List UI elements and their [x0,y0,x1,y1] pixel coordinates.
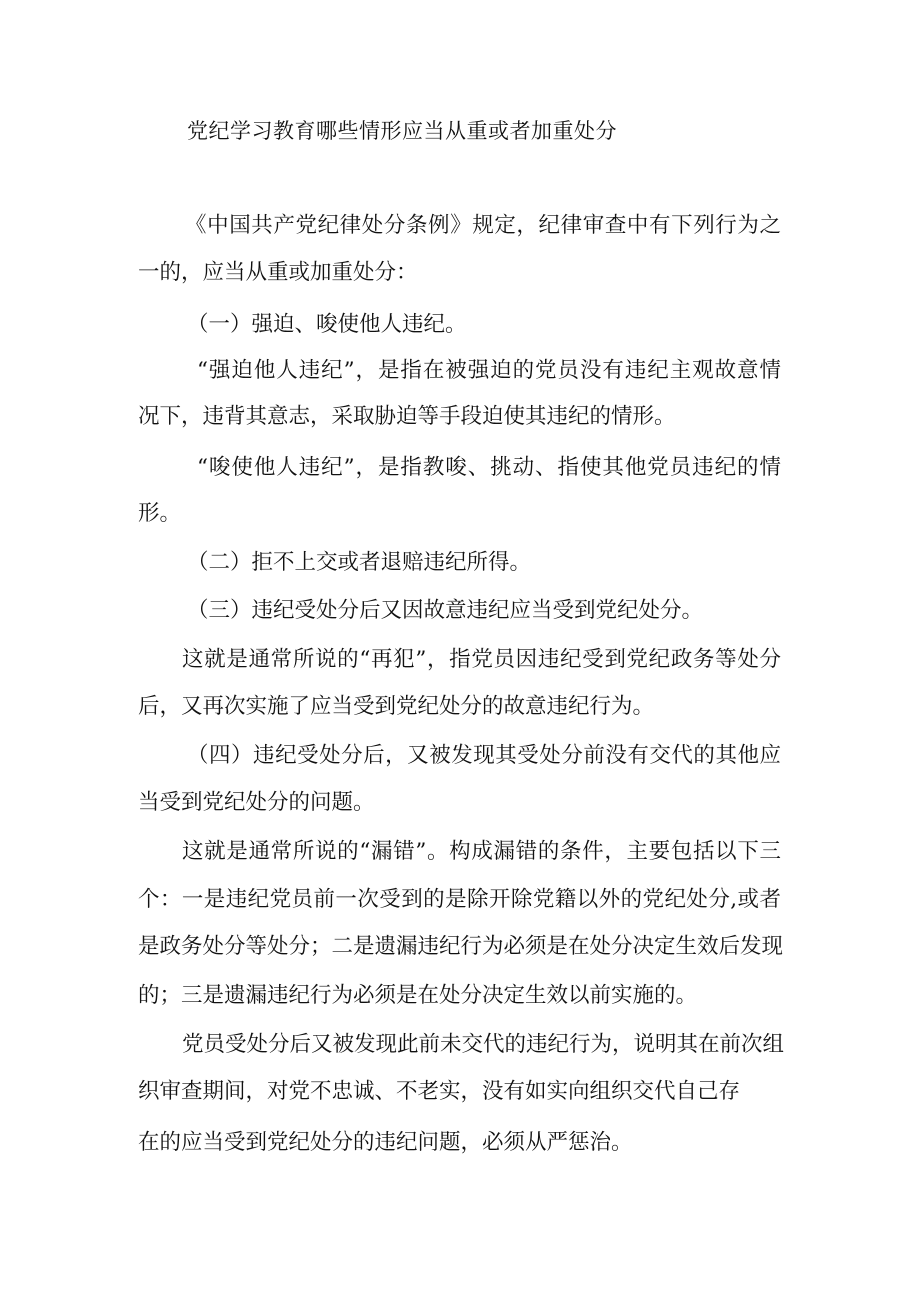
paragraph-line: 一的，应当从重或加重处分： [138,260,418,285]
paragraph-line: 况下，违背其意志，采取胁迫等手段迫使其违纪的情形。 [138,404,676,429]
paragraph-line: 的；三是遗漏违纪行为必须是在处分决定生效以前实施的。 [138,983,698,1008]
paragraph-line: 在的应当受到党纪处分的违纪问题，必须从严惩治。 [138,1130,633,1155]
paragraph-line: 织审查期间，对党不忠诚、不老实，没有如实向组织交代自己存 [138,1079,741,1104]
paragraph-line: 党员受处分后又被发现此前未交代的违纪行为，说明其在前次组 [182,1032,785,1057]
document-title: 党纪学习教育哪些情形应当从重或者加重处分 [187,119,617,143]
paragraph-line: 这就是通常所说的“漏错”。构成漏错的条件，主要包括以下三 [182,839,781,864]
paragraph-line: 当受到党纪处分的问题。 [138,790,375,815]
paragraph-line: “强迫他人违纪”，是指在被强迫的党员没有违纪主观故意情 [197,358,781,383]
list-item-heading: （一）强迫、唆使他人违纪。 [187,312,467,337]
paragraph-line: “唆使他人违纪”，是指教唆、挑动、指使其他党员违纪的情 [197,455,781,480]
paragraph-line: 个：一是违纪党员前一次受到的是除开除党籍以外的党纪处分,或者 [138,887,781,912]
paragraph-line: 形。 [138,501,182,526]
list-item-heading: （三）违纪受处分后又因故意违纪应当受到党纪处分。 [187,598,704,623]
paragraph-line: 是政务处分等处分；二是遗漏违纪行为必须是在处分决定生效后发现 [138,934,784,959]
paragraph-line: 这就是通常所说的“再犯”，指党员因违纪受到党纪政务等处分 [182,647,781,672]
paragraph-line: 后，又再次实施了应当受到党纪处分的故意违纪行为。 [138,694,655,719]
list-item-heading: （四）违纪受处分后，又被发现其受处分前没有交代的其他应 [187,743,781,768]
paragraph-line: 《中国共产党纪律处分条例》规定，纪律审查中有下列行为之 [185,213,781,238]
list-item-heading: （二）拒不上交或者退赔违纪所得。 [187,550,532,575]
